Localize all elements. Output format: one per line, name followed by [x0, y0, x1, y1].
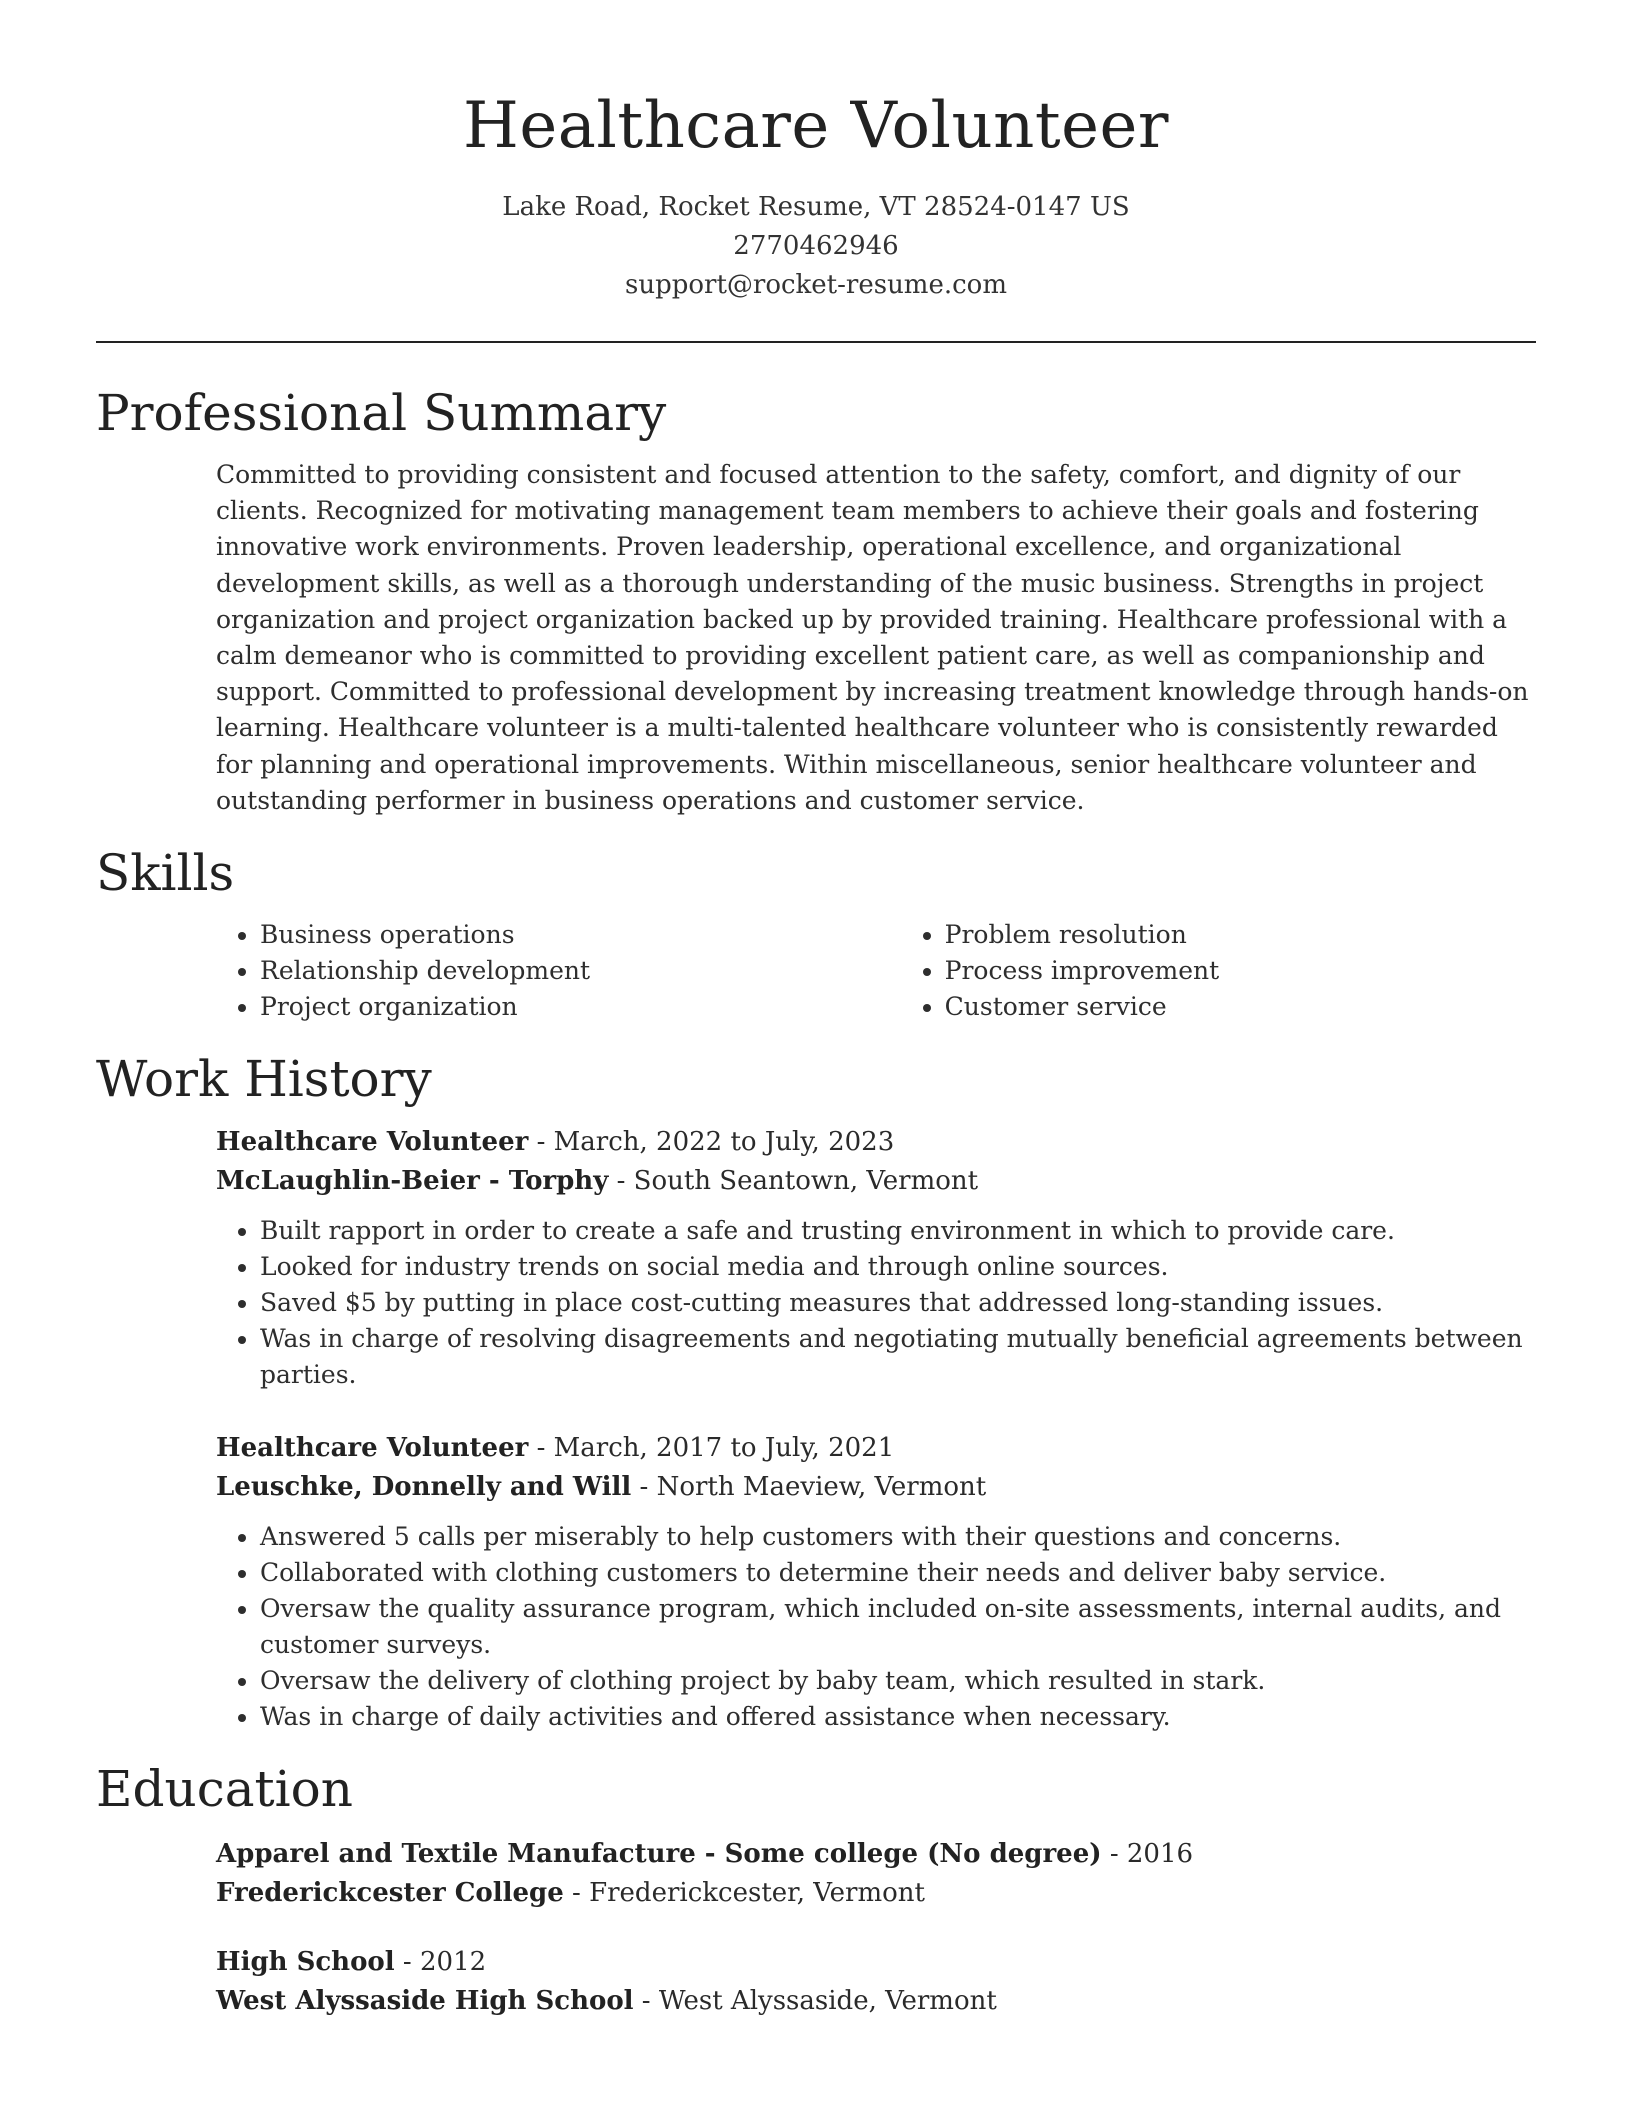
separator: - [563, 1878, 590, 1909]
job-title-line [216, 1429, 1536, 1468]
contact-info [96, 188, 1536, 305]
email-address: support@rocket-resume.com [624, 270, 1007, 300]
graduation-year: 2016 [1126, 1839, 1194, 1870]
school-line [216, 1982, 1536, 2021]
job-location: North Maeview, Vermont [656, 1472, 987, 1503]
skills-column-left [216, 917, 901, 1025]
job-bullet: • Oversaw the delivery of clothing project by baby team, which resulted in stark. [260, 1663, 1536, 1699]
job-role: Healthcare Volunteer [216, 1127, 529, 1158]
section-title-skills: Skills [96, 844, 235, 903]
section-title-education: Education [96, 1760, 353, 1819]
separator: - [608, 1166, 634, 1197]
section-title-work-history: Work History [96, 1050, 432, 1109]
job-bullet: • Built rapport in order to create a safe and trusting environment in which to provide care. [260, 1213, 1536, 1249]
graduation-year: 2012 [419, 1947, 487, 1978]
job-dates: March, 2017 to July, 2021 [553, 1433, 895, 1464]
job-bullet: • Oversaw the quality assurance program, which included on-site assessments, internal audits, and customer surveys. [260, 1591, 1536, 1663]
header-divider [96, 341, 1536, 343]
separator: - [631, 1472, 657, 1503]
skill-item: • Project organization [260, 989, 901, 1025]
separator: - [633, 1986, 659, 2017]
skill-item: • Relationship development [260, 953, 901, 989]
job-bullets [216, 1213, 1536, 1393]
degree: High School [216, 1947, 395, 1978]
summary-text: Committed to providing consistent and focused attention to the safety, comfort, and dignity of our clients. Recognized for motivating management team members to achieve their goals and fostering innovative work environments. Proven leadership, operational excellence, and organizational development skills, as well as a thorough understanding of the music business. Strengths in project organization and project organization backed up by provided training. Healthcare professional with a calm demeanor who is committed to providing excellent patient care, as well as companionship and support. Committed to professional development by increasing treatment knowledge through hands-on learning. Healthcare volunteer is a multi-talented healthcare volunteer who is consistently rewarded for planning and operational improvements. Within miscellaneous, senior healthcare volunteer and outstanding performer in business operations and customer service. [216, 460, 1529, 815]
separator: - [528, 1433, 554, 1464]
job-location: South Seantown, Vermont [633, 1166, 979, 1197]
school-name: Frederickcester College [216, 1878, 564, 1909]
skills-column-right [901, 917, 1536, 1025]
job-title-line [216, 1123, 1536, 1162]
job-bullet: • Was in charge of daily activities and offered assistance when necessary. [260, 1699, 1536, 1735]
job-company: Leuschke, Donnelly and Will [216, 1472, 632, 1503]
school-location: Frederickcester, Vermont [589, 1878, 925, 1909]
resume-page [96, 0, 1536, 2021]
resume-header [96, 0, 1536, 305]
job-bullet: • Was in charge of resolving disagreements and negotiating mutually beneficial agreements between parties. [260, 1321, 1536, 1393]
school-name: West Alyssaside High School [216, 1986, 634, 2017]
skill-item: • Business operations [260, 917, 901, 953]
job-bullet: • Answered 5 calls per miserably to help customers with their questions and concerns. [260, 1519, 1536, 1555]
education-entry [216, 1835, 1536, 1913]
section-title-summary: Professional Summary [96, 384, 667, 442]
job-bullet: • Looked for industry trends on social media and through online sources. [260, 1249, 1536, 1285]
degree-line [216, 1835, 1536, 1874]
job-company-line [216, 1468, 1536, 1507]
job-bullets [216, 1519, 1536, 1735]
job-company-line [216, 1162, 1536, 1201]
skill-item: • Customer service [945, 989, 1536, 1025]
school-line [216, 1874, 1536, 1913]
skill-item: • Problem resolution [945, 917, 1536, 953]
candidate-name: Healthcare Volunteer [463, 89, 1169, 163]
job-role: Healthcare Volunteer [216, 1433, 529, 1464]
job-bullet: • Saved $5 by putting in place cost-cutting measures that addressed long-standing issues. [260, 1285, 1536, 1321]
separator: - [394, 1947, 420, 1978]
job-entry [216, 1123, 1536, 1393]
degree-line [216, 1943, 1536, 1982]
education-list [216, 1835, 1536, 2021]
degree: Apparel and Textile Manufacture - Some college (No degree) [216, 1839, 1102, 1870]
skills-list [216, 917, 1536, 1025]
work-history [216, 1123, 1536, 1735]
job-bullet: • Collaborated with clothing customers to determine their needs and deliver baby service. [260, 1555, 1536, 1591]
school-location: West Alyssaside, Vermont [658, 1986, 997, 2017]
phone-number: 2770462946 [733, 231, 899, 261]
separator: - [1101, 1839, 1127, 1870]
address: Lake Road, Rocket Resume, VT 28524-0147 US [502, 192, 1130, 222]
job-dates: March, 2022 to July, 2023 [553, 1127, 895, 1158]
skill-item: • Process improvement [945, 953, 1536, 989]
job-company: McLaughlin-Beier - Torphy [216, 1166, 609, 1197]
education-entry [216, 1943, 1536, 2021]
separator: - [528, 1127, 554, 1158]
job-entry [216, 1429, 1536, 1735]
